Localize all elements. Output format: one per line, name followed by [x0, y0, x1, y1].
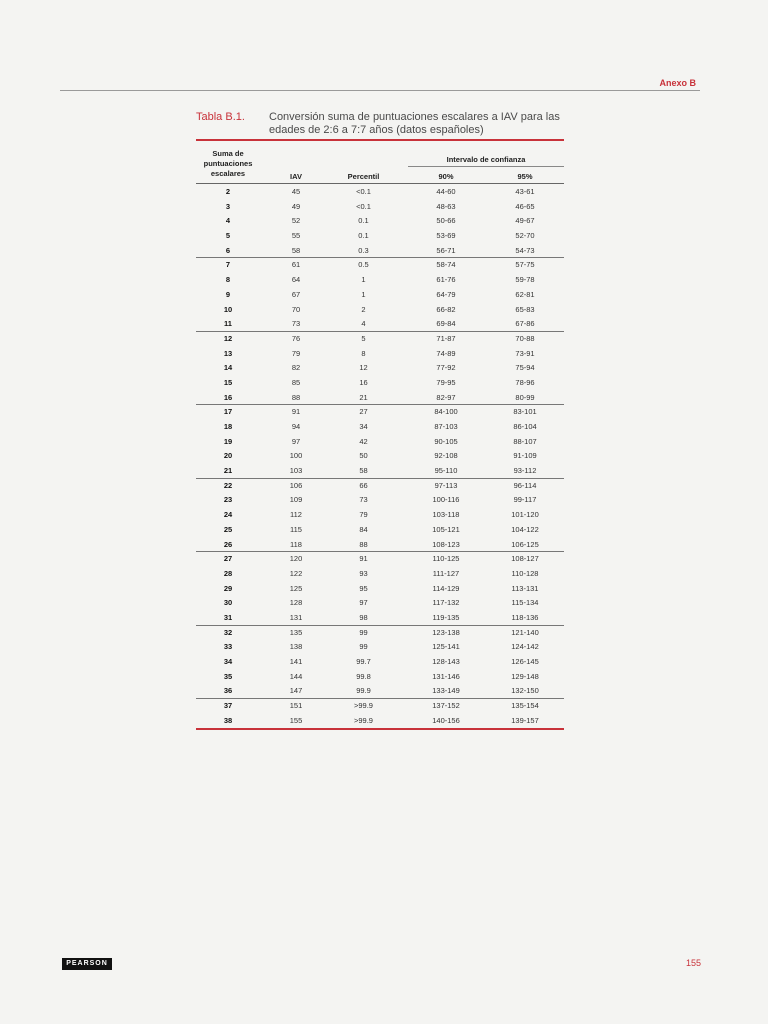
- cell-iav: 91: [291, 407, 301, 417]
- cell-90: 58-74: [436, 260, 456, 270]
- cell-suma: 14: [223, 363, 233, 373]
- cell-percentil: 93: [359, 568, 368, 578]
- cell-iav: 85: [291, 377, 301, 387]
- table-row: [196, 626, 564, 641]
- cell-iav: 49: [291, 201, 301, 211]
- cell-iav: 115: [290, 524, 302, 534]
- cell-suma: 17: [223, 407, 233, 417]
- cell-percentil: 50: [359, 451, 368, 461]
- cell-95: 62-81: [515, 289, 535, 299]
- cell-percentil: 88: [359, 539, 368, 549]
- cell-percentil: 42: [359, 436, 368, 446]
- cell-95: 54-73: [515, 245, 535, 255]
- cell-suma: 6: [225, 245, 231, 255]
- cell-95: 70-88: [515, 333, 535, 343]
- table-row: [196, 493, 564, 508]
- cell-95: 59-78: [515, 275, 535, 285]
- cell-percentil: 8: [361, 348, 366, 358]
- cell-suma: 10: [223, 304, 233, 314]
- cell-90: 69-84: [436, 319, 456, 329]
- cell-suma: 31: [223, 612, 233, 622]
- cell-90: 108-123: [432, 539, 460, 549]
- cell-90: 137-152: [432, 701, 460, 711]
- table-row: [196, 640, 564, 655]
- cell-90: 119-135: [432, 612, 460, 622]
- cell-suma: 13: [223, 348, 233, 358]
- cell-percentil: 5: [361, 333, 366, 343]
- cell-90: 114-129: [432, 583, 460, 593]
- cell-percentil: <0.1: [356, 201, 371, 211]
- cell-percentil: <0.1: [356, 187, 371, 196]
- cell-90: 66-82: [436, 304, 456, 314]
- cell-iav: 45: [291, 187, 301, 196]
- cell-95: 67-86: [515, 319, 535, 329]
- cell-90: 84-100: [434, 407, 458, 417]
- header-percentil: Percentil: [347, 172, 380, 181]
- cell-percentil: 99.7: [356, 657, 371, 666]
- cell-90: 77-92: [436, 363, 456, 373]
- cell-90: 48-63: [436, 201, 456, 211]
- table-label: Tabla B.1.: [196, 111, 245, 123]
- cell-iav: 118: [290, 539, 302, 549]
- cell-90: 95-110: [434, 466, 458, 476]
- cell-percentil: 1: [361, 289, 366, 299]
- cell-suma: 27: [223, 554, 233, 564]
- table-row: [196, 200, 564, 215]
- table-row: [196, 273, 564, 288]
- cell-90: 90-105: [434, 436, 458, 446]
- cell-percentil: 16: [359, 377, 368, 387]
- table-row: [196, 523, 564, 538]
- cell-percentil: >99.9: [354, 715, 373, 725]
- cell-90: 87-103: [434, 422, 458, 431]
- conversion-table: [196, 143, 564, 730]
- table-row: [196, 699, 564, 714]
- cell-iav: 52: [291, 216, 301, 226]
- cell-percentil: 0.3: [358, 245, 369, 255]
- cell-iav: 135: [289, 627, 303, 637]
- cell-95: 113-131: [511, 583, 539, 593]
- cell-iav: 97: [291, 436, 301, 446]
- header-suma: Suma de puntuaciones escalares: [203, 149, 253, 178]
- cell-percentil: 99.9: [356, 686, 371, 696]
- intervalo-rule: [408, 166, 564, 167]
- table-row: [196, 391, 564, 406]
- cell-percentil: 12: [359, 363, 368, 373]
- cell-suma: 33: [223, 642, 233, 652]
- cell-95: 83-101: [513, 407, 537, 417]
- cell-95: 86-104: [513, 422, 537, 431]
- cell-95: 106-125: [511, 539, 539, 549]
- cell-90: 103-118: [432, 510, 460, 520]
- cell-90: 61-76: [436, 275, 456, 285]
- table-row: [196, 317, 564, 332]
- cell-95: 75-94: [515, 363, 535, 373]
- cell-95: 91-109: [513, 451, 537, 461]
- table-row: [196, 405, 564, 420]
- cell-suma: 18: [223, 422, 233, 431]
- cell-suma: 9: [225, 289, 231, 299]
- cell-suma: 12: [223, 333, 233, 343]
- cell-iav: 125: [289, 583, 303, 593]
- cell-suma: 19: [223, 436, 233, 446]
- cell-suma: 30: [223, 598, 233, 608]
- cell-suma: 11: [224, 319, 232, 329]
- cell-iav: 131: [289, 612, 303, 622]
- cell-90: 131-146: [432, 671, 460, 681]
- cell-percentil: 73: [359, 495, 368, 505]
- cell-90: 97-113: [434, 480, 458, 490]
- cell-iav: 109: [289, 495, 303, 505]
- cell-90: 100-116: [432, 495, 460, 505]
- table-row: [196, 361, 564, 376]
- cell-percentil: 66: [359, 480, 368, 490]
- cell-percentil: 99.8: [356, 671, 371, 681]
- cell-95: 43-61: [515, 187, 535, 196]
- cell-90: 64-79: [436, 289, 456, 299]
- table-row: [196, 244, 564, 259]
- cell-90: 82-97: [436, 392, 456, 402]
- cell-percentil: 99: [359, 627, 368, 637]
- table-row: [196, 464, 564, 479]
- header-rule-bottom: [196, 183, 564, 184]
- cell-95: 52-70: [515, 231, 535, 241]
- table-row: [196, 214, 564, 229]
- cell-95: 132-150: [511, 686, 539, 696]
- cell-95: 65-83: [515, 304, 535, 314]
- table-row: [196, 376, 564, 391]
- cell-95: 99-117: [513, 495, 537, 505]
- table-title: Conversión suma de puntuaciones escalares a IAV para las edades de 2:6 a 7:7 años (datos españoles): [269, 111, 560, 136]
- cell-percentil: 2: [361, 304, 366, 314]
- table-row: [196, 479, 564, 494]
- cell-90: 92-108: [434, 451, 458, 461]
- cell-95: 73-91: [515, 348, 535, 358]
- cell-95: 129-148: [511, 671, 539, 681]
- cell-95: 88-107: [513, 436, 537, 446]
- cell-percentil: 4: [361, 319, 366, 329]
- cell-90: 128-143: [432, 657, 460, 666]
- table-row: [196, 449, 564, 464]
- cell-90: 44-60: [436, 187, 456, 196]
- page-number: 155: [685, 958, 701, 968]
- table-row: [196, 684, 564, 699]
- cell-90: 50-66: [436, 216, 456, 226]
- cell-iav: 141: [289, 657, 303, 666]
- cell-iav: 144: [289, 671, 303, 681]
- cell-suma: 36: [223, 686, 233, 696]
- cell-95: 49-67: [515, 216, 535, 226]
- cell-95: 118-136: [511, 612, 539, 622]
- cell-iav: 88: [291, 392, 301, 402]
- header-iav: IAV: [290, 172, 302, 181]
- cell-suma: 16: [223, 392, 233, 402]
- cell-suma: 34: [223, 657, 233, 666]
- cell-suma: 4: [225, 216, 231, 226]
- cell-iav: 120: [289, 554, 303, 564]
- cell-suma: 29: [223, 583, 233, 593]
- cell-percentil: 84: [359, 524, 368, 534]
- cell-iav: 112: [290, 510, 302, 520]
- cell-percentil: 91: [359, 554, 368, 564]
- cell-suma: 8: [225, 275, 231, 285]
- header-intervalo: Intervalo de confianza: [446, 155, 526, 164]
- cell-90: 74-89: [436, 348, 456, 358]
- cell-suma: 2: [225, 187, 231, 196]
- table-row: [196, 552, 564, 567]
- cell-95: 57-75: [515, 260, 535, 270]
- cell-90: 110-125: [432, 554, 460, 564]
- cell-90: 71-87: [436, 333, 456, 343]
- cell-90: 123-138: [432, 627, 460, 637]
- table-row: [196, 435, 564, 450]
- cell-95: 110-128: [511, 568, 539, 578]
- cell-suma: 28: [223, 568, 233, 578]
- cell-suma: 3: [225, 201, 231, 211]
- cell-percentil: 95: [359, 583, 368, 593]
- cell-iav: 128: [289, 598, 303, 608]
- cell-iav: 64: [291, 275, 301, 285]
- cell-iav: 94: [291, 422, 301, 431]
- table-row: [196, 582, 564, 597]
- table-row: [196, 670, 564, 685]
- cell-95: 46-65: [515, 201, 535, 211]
- cell-95: 104-122: [511, 524, 539, 534]
- cell-suma: 5: [225, 231, 231, 241]
- cell-95: 80-99: [515, 392, 535, 402]
- table-row: [196, 288, 564, 303]
- cell-90: 79-95: [436, 377, 456, 387]
- cell-suma: 32: [223, 627, 233, 637]
- cell-90: 117-132: [432, 598, 460, 608]
- table-row: [196, 258, 564, 273]
- table-row: [196, 596, 564, 611]
- cell-suma: 38: [223, 715, 233, 725]
- table-row: [196, 538, 564, 553]
- publisher-logo: PEARSON: [62, 958, 112, 970]
- cell-suma: 23: [223, 495, 233, 505]
- header-95: 95%: [517, 172, 533, 181]
- cell-95: 115-134: [511, 598, 539, 608]
- cell-percentil: 1: [361, 275, 366, 285]
- table-header: [196, 143, 564, 185]
- table-bottom-rule: [196, 728, 564, 730]
- cell-iav: 122: [289, 568, 303, 578]
- table-row: [196, 347, 564, 362]
- cell-suma: 26: [223, 539, 233, 549]
- title-rule: [196, 139, 564, 141]
- cell-percentil: 97: [359, 598, 368, 608]
- cell-95: 78-96: [515, 377, 535, 387]
- cell-iav: 106: [289, 480, 303, 490]
- cell-95: 135-154: [511, 701, 539, 711]
- table-row: [196, 303, 564, 318]
- cell-iav: 100: [289, 451, 303, 461]
- cell-90: 140-156: [432, 715, 460, 725]
- cell-95: 139-157: [511, 715, 539, 725]
- cell-iav: 55: [291, 231, 301, 241]
- cell-90: 53-69: [436, 231, 456, 241]
- cell-90: 111-127: [432, 568, 460, 578]
- cell-suma: 21: [223, 466, 233, 476]
- cell-iav: 79: [291, 348, 301, 358]
- table-body: [196, 185, 564, 728]
- cell-percentil: 79: [359, 510, 368, 520]
- cell-95: 124-142: [511, 642, 539, 652]
- table-row: [196, 714, 564, 729]
- cell-95: 126-145: [511, 657, 539, 666]
- cell-suma: 25: [223, 524, 233, 534]
- table-row: [196, 611, 564, 626]
- cell-95: 108-127: [511, 554, 539, 564]
- cell-95: 121-140: [511, 627, 539, 637]
- cell-iav: 103: [289, 466, 303, 476]
- cell-suma: 7: [225, 260, 231, 270]
- cell-95: 96-114: [513, 480, 537, 490]
- cell-iav: 70: [291, 304, 301, 314]
- cell-percentil: 99: [359, 642, 368, 652]
- cell-iav: 61: [291, 260, 301, 270]
- cell-percentil: 0.5: [358, 260, 369, 270]
- table-row: [196, 567, 564, 582]
- cell-suma: 15: [223, 377, 233, 387]
- cell-iav: 67: [291, 289, 301, 299]
- cell-percentil: 21: [359, 392, 368, 402]
- cell-suma: 20: [223, 451, 233, 461]
- cell-90: 56-71: [436, 245, 456, 255]
- cell-percentil: 34: [359, 422, 368, 431]
- table-row: [196, 655, 564, 670]
- cell-percentil: 0.1: [358, 216, 369, 226]
- cell-percentil: 58: [359, 466, 368, 476]
- cell-iav: 147: [289, 686, 303, 696]
- cell-percentil: 0.1: [358, 231, 369, 241]
- table-row: [196, 229, 564, 244]
- cell-95: 101-120: [511, 510, 539, 520]
- cell-suma: 24: [223, 510, 233, 520]
- cell-percentil: 27: [359, 407, 368, 417]
- cell-90: 105-121: [432, 524, 460, 534]
- cell-iav: 82: [291, 363, 301, 373]
- section-label: Anexo B: [659, 78, 696, 88]
- cell-suma: 37: [223, 701, 233, 711]
- table-row: [196, 185, 564, 200]
- cell-iav: 138: [289, 642, 303, 652]
- table-row: [196, 508, 564, 523]
- cell-iav: 76: [291, 333, 301, 343]
- table-row: [196, 420, 564, 435]
- header-90: 90%: [438, 172, 454, 181]
- cell-iav: 73: [291, 319, 301, 329]
- header-rule: [60, 90, 700, 91]
- cell-iav: 155: [289, 715, 303, 725]
- cell-90: 125-141: [432, 642, 460, 652]
- table-row: [196, 332, 564, 347]
- cell-percentil: 98: [359, 612, 368, 622]
- cell-suma: 22: [223, 480, 233, 490]
- cell-percentil: >99.9: [354, 701, 373, 711]
- cell-95: 93-112: [513, 466, 537, 476]
- cell-iav: 58: [291, 245, 301, 255]
- cell-suma: 35: [223, 671, 233, 681]
- cell-iav: 151: [289, 701, 303, 711]
- cell-90: 133-149: [432, 686, 460, 696]
